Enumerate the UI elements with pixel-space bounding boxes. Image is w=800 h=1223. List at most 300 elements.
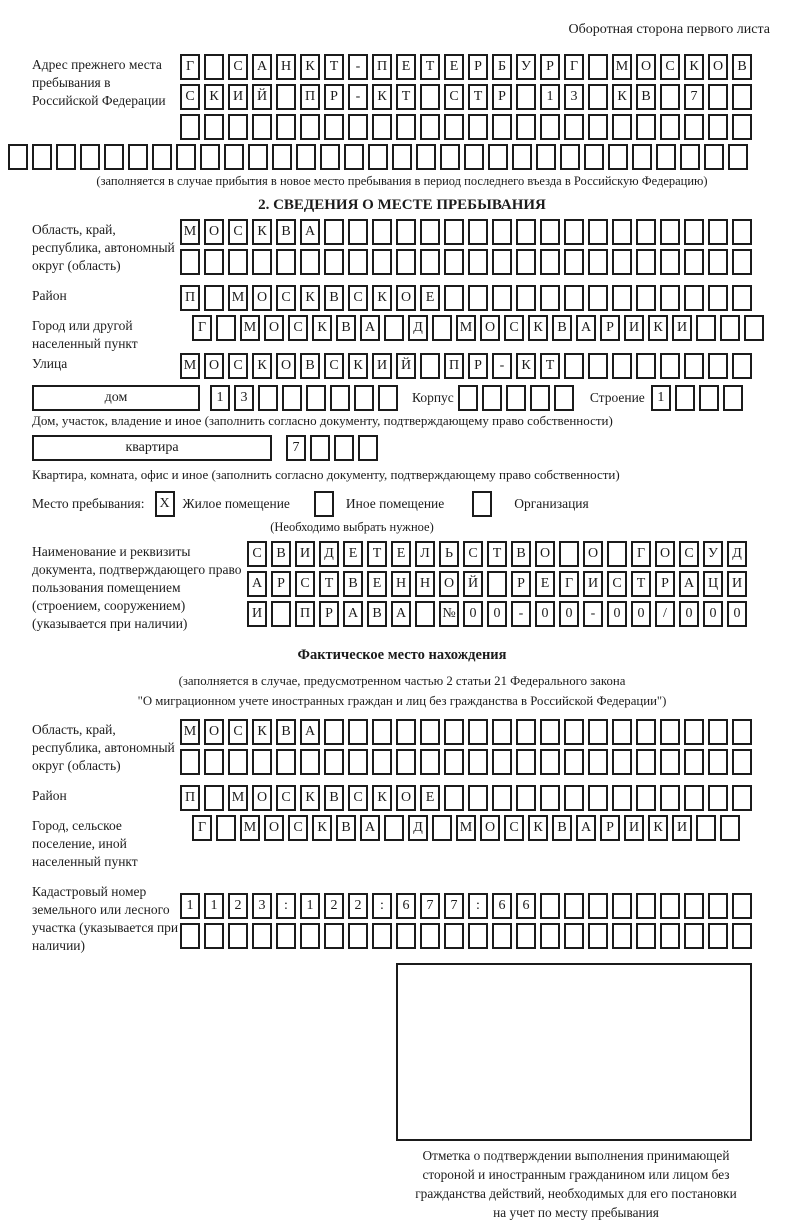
char-box[interactable] bbox=[358, 435, 378, 461]
char-box[interactable]: М bbox=[240, 315, 260, 341]
char-box[interactable]: О bbox=[535, 541, 555, 567]
char-box[interactable]: Г bbox=[559, 571, 579, 597]
char-box[interactable] bbox=[444, 285, 464, 311]
char-box[interactable] bbox=[540, 219, 560, 245]
char-box[interactable] bbox=[368, 144, 388, 170]
char-box[interactable]: Н bbox=[391, 571, 411, 597]
char-box[interactable]: О bbox=[252, 785, 272, 811]
char-box[interactable]: Й bbox=[252, 84, 272, 110]
char-box[interactable] bbox=[444, 114, 464, 140]
char-box[interactable]: П bbox=[180, 285, 200, 311]
char-box[interactable] bbox=[588, 219, 608, 245]
char-box[interactable] bbox=[464, 144, 484, 170]
char-box[interactable]: И bbox=[247, 601, 267, 627]
char-box[interactable] bbox=[492, 114, 512, 140]
char-box[interactable] bbox=[660, 785, 680, 811]
char-box[interactable] bbox=[320, 144, 340, 170]
char-box[interactable] bbox=[660, 893, 680, 919]
char-box[interactable]: - bbox=[511, 601, 531, 627]
char-box[interactable] bbox=[324, 923, 344, 949]
char-box[interactable]: Т bbox=[631, 571, 651, 597]
char-box[interactable] bbox=[252, 749, 272, 775]
char-box[interactable] bbox=[482, 385, 502, 411]
char-box[interactable]: 2 bbox=[324, 893, 344, 919]
stay-checkbox-inoe[interactable] bbox=[314, 491, 334, 517]
char-box[interactable]: И bbox=[672, 315, 692, 341]
char-box[interactable]: И bbox=[583, 571, 603, 597]
char-box[interactable]: 1 bbox=[300, 893, 320, 919]
char-box[interactable] bbox=[732, 719, 752, 745]
char-box[interactable]: А bbox=[576, 815, 596, 841]
char-box[interactable]: 0 bbox=[559, 601, 579, 627]
char-box[interactable]: В bbox=[276, 219, 296, 245]
char-box[interactable]: Е bbox=[420, 285, 440, 311]
char-box[interactable] bbox=[204, 923, 224, 949]
char-box[interactable]: В bbox=[552, 315, 572, 341]
char-box[interactable] bbox=[372, 219, 392, 245]
char-box[interactable] bbox=[732, 285, 752, 311]
char-box[interactable]: Е bbox=[535, 571, 555, 597]
char-box[interactable]: С bbox=[348, 785, 368, 811]
char-box[interactable] bbox=[128, 144, 148, 170]
char-box[interactable] bbox=[348, 249, 368, 275]
char-box[interactable] bbox=[564, 749, 584, 775]
char-box[interactable] bbox=[612, 114, 632, 140]
char-box[interactable]: С bbox=[463, 541, 483, 567]
char-box[interactable] bbox=[180, 249, 200, 275]
char-box[interactable]: Р bbox=[600, 815, 620, 841]
char-box[interactable]: О bbox=[480, 815, 500, 841]
char-box[interactable] bbox=[540, 719, 560, 745]
char-box[interactable]: 2 bbox=[228, 893, 248, 919]
char-box[interactable] bbox=[56, 144, 76, 170]
char-box[interactable] bbox=[420, 749, 440, 775]
char-box[interactable] bbox=[276, 114, 296, 140]
char-box[interactable] bbox=[744, 315, 764, 341]
char-box[interactable] bbox=[492, 749, 512, 775]
char-box[interactable]: С bbox=[679, 541, 699, 567]
char-box[interactable] bbox=[612, 285, 632, 311]
char-box[interactable]: В bbox=[276, 719, 296, 745]
char-box[interactable] bbox=[492, 785, 512, 811]
char-box[interactable] bbox=[732, 749, 752, 775]
char-box[interactable] bbox=[684, 285, 704, 311]
char-box[interactable] bbox=[176, 144, 196, 170]
char-box[interactable]: Р bbox=[540, 54, 560, 80]
char-box[interactable] bbox=[612, 785, 632, 811]
char-box[interactable] bbox=[684, 893, 704, 919]
char-box[interactable]: К bbox=[372, 285, 392, 311]
char-box[interactable]: А bbox=[300, 719, 320, 745]
char-box[interactable] bbox=[324, 719, 344, 745]
char-box[interactable]: С bbox=[247, 541, 267, 567]
char-box[interactable] bbox=[612, 353, 632, 379]
char-box[interactable]: С bbox=[276, 285, 296, 311]
char-box[interactable]: С bbox=[295, 571, 315, 597]
char-box[interactable]: С bbox=[348, 285, 368, 311]
char-box[interactable]: О bbox=[204, 219, 224, 245]
char-box[interactable] bbox=[516, 84, 536, 110]
char-box[interactable] bbox=[588, 749, 608, 775]
char-box[interactable] bbox=[684, 719, 704, 745]
char-box[interactable] bbox=[660, 249, 680, 275]
char-box[interactable]: О bbox=[204, 719, 224, 745]
char-box[interactable]: Т bbox=[319, 571, 339, 597]
char-box[interactable]: С bbox=[288, 815, 308, 841]
char-box[interactable]: О bbox=[708, 54, 728, 80]
char-box[interactable]: О bbox=[252, 285, 272, 311]
char-box[interactable] bbox=[612, 749, 632, 775]
char-box[interactable] bbox=[536, 144, 556, 170]
char-box[interactable] bbox=[516, 285, 536, 311]
char-box[interactable]: О bbox=[276, 353, 296, 379]
char-box[interactable]: Д bbox=[408, 315, 428, 341]
char-box[interactable] bbox=[660, 84, 680, 110]
char-box[interactable] bbox=[204, 114, 224, 140]
char-box[interactable]: М bbox=[228, 285, 248, 311]
char-box[interactable]: 2 bbox=[348, 893, 368, 919]
char-box[interactable]: Е bbox=[343, 541, 363, 567]
apartment-type-box[interactable]: квартира bbox=[32, 435, 272, 461]
char-box[interactable]: : bbox=[468, 893, 488, 919]
char-box[interactable]: И bbox=[727, 571, 747, 597]
char-box[interactable]: М bbox=[456, 815, 476, 841]
char-box[interactable] bbox=[516, 749, 536, 775]
char-box[interactable] bbox=[224, 144, 244, 170]
char-box[interactable]: О bbox=[264, 815, 284, 841]
char-box[interactable]: Р bbox=[271, 571, 291, 597]
char-box[interactable] bbox=[348, 719, 368, 745]
char-box[interactable] bbox=[540, 285, 560, 311]
char-box[interactable] bbox=[300, 923, 320, 949]
char-box[interactable]: Р bbox=[468, 54, 488, 80]
char-box[interactable] bbox=[492, 923, 512, 949]
char-box[interactable] bbox=[564, 893, 584, 919]
char-box[interactable] bbox=[492, 249, 512, 275]
char-box[interactable] bbox=[684, 353, 704, 379]
char-box[interactable] bbox=[300, 114, 320, 140]
char-box[interactable]: 6 bbox=[396, 893, 416, 919]
char-box[interactable] bbox=[708, 114, 728, 140]
char-box[interactable] bbox=[660, 285, 680, 311]
char-box[interactable] bbox=[204, 785, 224, 811]
char-box[interactable] bbox=[708, 285, 728, 311]
char-box[interactable]: В bbox=[324, 285, 344, 311]
char-box[interactable] bbox=[588, 285, 608, 311]
char-box[interactable] bbox=[252, 249, 272, 275]
char-box[interactable] bbox=[636, 249, 656, 275]
char-box[interactable]: К bbox=[648, 815, 668, 841]
char-box[interactable]: К bbox=[312, 315, 332, 341]
char-box[interactable] bbox=[564, 923, 584, 949]
char-box[interactable]: У bbox=[703, 541, 723, 567]
char-box[interactable]: В bbox=[324, 785, 344, 811]
char-box[interactable]: 3 bbox=[234, 385, 254, 411]
char-box[interactable] bbox=[458, 385, 478, 411]
char-box[interactable]: Г bbox=[192, 815, 212, 841]
char-box[interactable] bbox=[420, 219, 440, 245]
char-box[interactable] bbox=[348, 219, 368, 245]
char-box[interactable]: К bbox=[528, 315, 548, 341]
char-box[interactable] bbox=[8, 144, 28, 170]
char-box[interactable]: А bbox=[360, 315, 380, 341]
char-box[interactable]: А bbox=[679, 571, 699, 597]
char-box[interactable]: 0 bbox=[535, 601, 555, 627]
char-box[interactable]: С bbox=[324, 353, 344, 379]
char-box[interactable] bbox=[559, 541, 579, 567]
char-box[interactable] bbox=[384, 815, 404, 841]
char-box[interactable] bbox=[612, 719, 632, 745]
char-box[interactable]: Т bbox=[468, 84, 488, 110]
char-box[interactable] bbox=[708, 785, 728, 811]
char-box[interactable] bbox=[660, 114, 680, 140]
char-box[interactable] bbox=[392, 144, 412, 170]
char-box[interactable] bbox=[588, 353, 608, 379]
stay-checkbox-zhiloe[interactable]: X bbox=[155, 491, 175, 517]
char-box[interactable] bbox=[204, 749, 224, 775]
char-box[interactable]: С bbox=[228, 54, 248, 80]
char-box[interactable] bbox=[228, 249, 248, 275]
char-box[interactable] bbox=[420, 84, 440, 110]
char-box[interactable] bbox=[732, 923, 752, 949]
char-box[interactable] bbox=[708, 719, 728, 745]
char-box[interactable] bbox=[696, 315, 716, 341]
char-box[interactable]: К bbox=[252, 219, 272, 245]
char-box[interactable] bbox=[396, 749, 416, 775]
char-box[interactable]: М bbox=[180, 719, 200, 745]
char-box[interactable] bbox=[216, 815, 236, 841]
char-box[interactable]: № bbox=[439, 601, 459, 627]
char-box[interactable] bbox=[564, 249, 584, 275]
char-box[interactable]: Д bbox=[727, 541, 747, 567]
char-box[interactable] bbox=[588, 114, 608, 140]
char-box[interactable]: Т bbox=[396, 84, 416, 110]
char-box[interactable]: Е bbox=[367, 571, 387, 597]
char-box[interactable] bbox=[684, 249, 704, 275]
char-box[interactable] bbox=[708, 923, 728, 949]
char-box[interactable] bbox=[416, 144, 436, 170]
char-box[interactable]: К bbox=[612, 84, 632, 110]
char-box[interactable]: О bbox=[264, 315, 284, 341]
char-box[interactable]: 1 bbox=[210, 385, 230, 411]
char-box[interactable]: 7 bbox=[286, 435, 306, 461]
char-box[interactable] bbox=[271, 601, 291, 627]
char-box[interactable] bbox=[300, 249, 320, 275]
char-box[interactable]: И bbox=[372, 353, 392, 379]
char-box[interactable]: 1 bbox=[651, 385, 671, 411]
char-box[interactable]: К bbox=[648, 315, 668, 341]
char-box[interactable] bbox=[444, 923, 464, 949]
char-box[interactable] bbox=[396, 114, 416, 140]
char-box[interactable]: В bbox=[343, 571, 363, 597]
char-box[interactable]: М bbox=[228, 785, 248, 811]
char-box[interactable] bbox=[180, 749, 200, 775]
char-box[interactable]: С bbox=[228, 353, 248, 379]
char-box[interactable] bbox=[704, 144, 724, 170]
char-box[interactable] bbox=[684, 785, 704, 811]
char-box[interactable]: Й bbox=[396, 353, 416, 379]
char-box[interactable]: - bbox=[348, 84, 368, 110]
char-box[interactable]: С bbox=[276, 785, 296, 811]
char-box[interactable]: Р bbox=[324, 84, 344, 110]
char-box[interactable]: Б bbox=[492, 54, 512, 80]
char-box[interactable] bbox=[444, 785, 464, 811]
char-box[interactable] bbox=[516, 114, 536, 140]
char-box[interactable]: А bbox=[360, 815, 380, 841]
char-box[interactable] bbox=[660, 719, 680, 745]
char-box[interactable] bbox=[732, 219, 752, 245]
char-box[interactable] bbox=[732, 785, 752, 811]
char-box[interactable]: Г bbox=[180, 54, 200, 80]
char-box[interactable] bbox=[204, 249, 224, 275]
char-box[interactable] bbox=[420, 719, 440, 745]
char-box[interactable]: - bbox=[583, 601, 603, 627]
char-box[interactable] bbox=[252, 923, 272, 949]
char-box[interactable] bbox=[588, 84, 608, 110]
char-box[interactable]: С bbox=[228, 719, 248, 745]
char-box[interactable] bbox=[723, 385, 743, 411]
char-box[interactable]: И bbox=[624, 315, 644, 341]
char-box[interactable] bbox=[506, 385, 526, 411]
char-box[interactable]: К bbox=[204, 84, 224, 110]
char-box[interactable] bbox=[104, 144, 124, 170]
char-box[interactable] bbox=[440, 144, 460, 170]
char-box[interactable]: С bbox=[607, 571, 627, 597]
char-box[interactable] bbox=[396, 249, 416, 275]
char-box[interactable]: 0 bbox=[727, 601, 747, 627]
char-box[interactable]: А bbox=[300, 219, 320, 245]
char-box[interactable] bbox=[540, 749, 560, 775]
char-box[interactable]: 1 bbox=[204, 893, 224, 919]
char-box[interactable]: Д bbox=[408, 815, 428, 841]
char-box[interactable] bbox=[540, 785, 560, 811]
char-box[interactable] bbox=[468, 114, 488, 140]
char-box[interactable]: А bbox=[247, 571, 267, 597]
char-box[interactable]: В bbox=[336, 815, 356, 841]
char-box[interactable]: Ь bbox=[439, 541, 459, 567]
char-box[interactable]: О bbox=[636, 54, 656, 80]
char-box[interactable] bbox=[732, 114, 752, 140]
char-box[interactable] bbox=[420, 249, 440, 275]
char-box[interactable] bbox=[200, 144, 220, 170]
char-box[interactable]: В bbox=[336, 315, 356, 341]
char-box[interactable] bbox=[180, 114, 200, 140]
char-box[interactable]: О bbox=[655, 541, 675, 567]
char-box[interactable] bbox=[488, 144, 508, 170]
char-box[interactable]: И bbox=[228, 84, 248, 110]
char-box[interactable]: М bbox=[180, 219, 200, 245]
char-box[interactable]: П bbox=[300, 84, 320, 110]
char-box[interactable] bbox=[348, 923, 368, 949]
char-box[interactable]: В bbox=[300, 353, 320, 379]
char-box[interactable] bbox=[680, 144, 700, 170]
char-box[interactable] bbox=[420, 353, 440, 379]
char-box[interactable] bbox=[660, 353, 680, 379]
char-box[interactable] bbox=[540, 249, 560, 275]
char-box[interactable]: 0 bbox=[487, 601, 507, 627]
char-box[interactable] bbox=[684, 219, 704, 245]
char-box[interactable] bbox=[334, 435, 354, 461]
char-box[interactable]: П bbox=[444, 353, 464, 379]
char-box[interactable] bbox=[560, 144, 580, 170]
char-box[interactable] bbox=[396, 719, 416, 745]
char-box[interactable] bbox=[708, 249, 728, 275]
char-box[interactable] bbox=[272, 144, 292, 170]
char-box[interactable] bbox=[708, 749, 728, 775]
char-box[interactable]: Л bbox=[415, 541, 435, 567]
char-box[interactable]: : bbox=[276, 893, 296, 919]
char-box[interactable] bbox=[530, 385, 550, 411]
char-box[interactable] bbox=[152, 144, 172, 170]
char-box[interactable] bbox=[282, 385, 302, 411]
char-box[interactable]: Т bbox=[487, 541, 507, 567]
char-box[interactable]: 1 bbox=[180, 893, 200, 919]
char-box[interactable] bbox=[420, 923, 440, 949]
char-box[interactable] bbox=[564, 353, 584, 379]
char-box[interactable] bbox=[324, 114, 344, 140]
char-box[interactable] bbox=[468, 219, 488, 245]
char-box[interactable]: К bbox=[528, 815, 548, 841]
char-box[interactable]: 6 bbox=[516, 893, 536, 919]
char-box[interactable]: Е bbox=[391, 541, 411, 567]
char-box[interactable] bbox=[708, 219, 728, 245]
char-box[interactable] bbox=[684, 749, 704, 775]
char-box[interactable] bbox=[732, 84, 752, 110]
char-box[interactable] bbox=[516, 219, 536, 245]
char-box[interactable]: 7 bbox=[684, 84, 704, 110]
char-box[interactable] bbox=[468, 719, 488, 745]
char-box[interactable] bbox=[396, 923, 416, 949]
char-box[interactable] bbox=[675, 385, 695, 411]
char-box[interactable] bbox=[588, 923, 608, 949]
char-box[interactable] bbox=[492, 219, 512, 245]
char-box[interactable] bbox=[487, 571, 507, 597]
char-box[interactable] bbox=[732, 353, 752, 379]
char-box[interactable]: С bbox=[444, 84, 464, 110]
char-box[interactable] bbox=[378, 385, 398, 411]
char-box[interactable]: 0 bbox=[607, 601, 627, 627]
char-box[interactable] bbox=[468, 749, 488, 775]
char-box[interactable]: П bbox=[180, 785, 200, 811]
char-box[interactable] bbox=[636, 219, 656, 245]
char-box[interactable]: К bbox=[300, 285, 320, 311]
char-box[interactable]: И bbox=[624, 815, 644, 841]
char-box[interactable] bbox=[564, 719, 584, 745]
char-box[interactable]: П bbox=[372, 54, 392, 80]
char-box[interactable]: М bbox=[240, 815, 260, 841]
char-box[interactable]: К bbox=[252, 719, 272, 745]
char-box[interactable]: О bbox=[583, 541, 603, 567]
char-box[interactable] bbox=[468, 285, 488, 311]
char-box[interactable] bbox=[228, 923, 248, 949]
char-box[interactable]: Р bbox=[492, 84, 512, 110]
char-box[interactable] bbox=[636, 114, 656, 140]
char-box[interactable]: 1 bbox=[540, 84, 560, 110]
char-box[interactable]: В bbox=[636, 84, 656, 110]
char-box[interactable] bbox=[636, 285, 656, 311]
char-box[interactable] bbox=[612, 219, 632, 245]
char-box[interactable] bbox=[32, 144, 52, 170]
char-box[interactable] bbox=[699, 385, 719, 411]
char-box[interactable]: В bbox=[511, 541, 531, 567]
char-box[interactable]: Ц bbox=[703, 571, 723, 597]
char-box[interactable] bbox=[492, 285, 512, 311]
char-box[interactable] bbox=[324, 249, 344, 275]
char-box[interactable] bbox=[444, 749, 464, 775]
char-box[interactable]: Е bbox=[396, 54, 416, 80]
char-box[interactable] bbox=[324, 749, 344, 775]
char-box[interactable] bbox=[248, 144, 268, 170]
